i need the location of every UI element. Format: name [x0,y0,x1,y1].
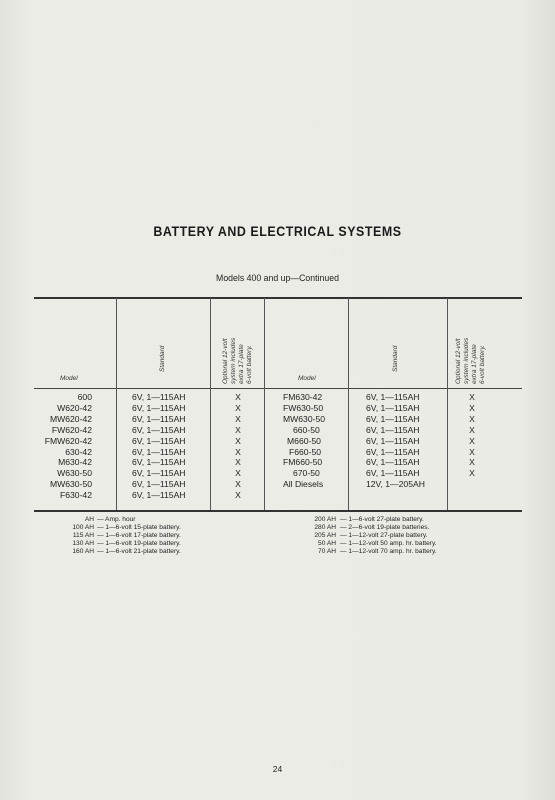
table-cell-optional: X [235,392,241,402]
table-cell-optional: X [235,479,241,490]
table-cell-model: F630-42 [59,490,92,501]
table-cell-optional: X [235,402,241,413]
header-model-left: Model [60,375,78,382]
table-cell-standard: 6V, 1—115AH [132,413,186,424]
header-optional-left-2: system includes [230,337,237,384]
left-model-column [30,392,92,501]
legend-description: — 1—6-volt 17-plate battery. [97,532,181,540]
table-cell-standard: 6V, 1—115AH [132,468,186,479]
table-bottom-rule [34,510,522,512]
table-cell-optional: X [469,446,475,457]
table-cell-model: MW620-42 [49,413,92,424]
left-optional-column [226,392,250,501]
legend-code: 160 AH [72,548,94,556]
table-cell-standard: 6V, 1—115AH [132,435,186,446]
table-cell-standard: 6V, 1—115AH [132,457,186,468]
legend-code: AH [84,516,94,523]
table-cell-standard: 6V, 1—115AH [366,413,420,424]
table-cell-standard: 6V, 1—115AH [132,392,186,402]
column-divider [116,298,117,510]
legend-description: — 1—6-volt 21-plate battery. [97,548,181,556]
table-cell-standard: 6V, 1—115AH [366,468,420,479]
header-standard-right: Standard [392,345,399,372]
table-cell-standard: 6V, 1—115AH [132,446,186,457]
table-cell-model: M660-50 [287,435,321,446]
table-cell-standard: 6V, 1—115AH [366,435,420,446]
legend-right-descriptions [340,516,520,556]
header-optional-left-3: extra 17-plate [238,344,245,384]
table-cell-standard: 6V, 1—115AH [132,479,186,490]
header-optional-right-1: Optional 12-volt [455,338,462,384]
legend-description: — 1—12-volt 70 amp. hr. battery. [340,548,437,556]
legend-right-codes [300,516,336,556]
table-cell-model: MW630-50 [283,413,326,424]
legend-left-codes [52,516,94,556]
table-cell-optional: X [235,424,241,435]
table-cell-model: M630-42 [58,457,92,468]
table-cell-optional: X [469,457,475,468]
header-model-right: Model [298,375,316,382]
table-cell-optional: X [469,468,475,479]
legend-left-descriptions [97,516,247,556]
table-header-rule [34,388,522,389]
table-cell-optional: X [469,424,475,435]
table-cell-model: All Diesels [283,479,324,490]
table-cell-standard: 6V, 1—115AH [366,402,420,413]
table-cell-optional: X [235,446,241,457]
table-cell-model: FW620-42 [51,424,92,435]
legend-description: — 2—6-volt 19-plate batteries. [340,524,430,532]
header-optional-left-4: 6-volt battery. [246,345,253,384]
table-cell-model: FMW620-42 [44,435,92,446]
table-cell-optional: X [469,413,475,424]
table-subtitle: Models 400 and up—Continued [216,273,339,284]
table-cell-optional: X [469,435,475,446]
header-optional-right-4: 6-volt battery. [479,345,486,384]
table-cell-model: 670-50 [293,468,320,479]
table-cell-optional: X [235,413,241,424]
table-cell-model: FM630-42 [283,392,323,402]
column-divider [264,298,265,510]
table-cell-optional: X [469,392,475,402]
table-top-rule [34,297,522,299]
legend-code: 100 AH [72,524,94,532]
page-title: BATTERY AND ELECTRICAL SYSTEMS [153,224,402,239]
table-cell-optional: X [235,468,241,479]
table-cell-optional: X [469,402,475,413]
legend-description: — Amp. hour [97,516,136,523]
legend-description: — 1—12-volt 50 amp. hr. battery. [340,540,437,548]
legend-code: 280 AH [314,524,336,532]
table-cell-standard: 6V, 1—115AH [366,457,420,468]
table-cell-optional: X [235,435,241,446]
legend-code: 50 AH [318,540,336,548]
table-cell-standard: 12V, 1—205AH [366,479,425,490]
table-cell-model: 660-50 [293,424,320,435]
header-optional-left-1: Optional 12-volt [222,338,229,384]
legend-code: 70 AH [318,548,336,556]
right-optional-column [460,392,484,479]
column-divider [447,298,448,510]
header-standard-left: Standard [159,345,166,372]
legend-code: 130 AH [72,540,94,548]
left-standard-column [132,392,208,501]
column-divider [348,298,349,510]
column-divider [210,298,211,510]
table-cell-standard: 6V, 1—115AH [366,446,420,457]
table-cell-optional: X [235,490,241,501]
legend-description: — 1—6-volt 15-plate battery. [97,524,181,532]
legend-code: 200 AH [314,516,336,523]
table-cell-standard: 6V, 1—115AH [132,424,186,435]
table-cell-standard: 6V, 1—115AH [132,490,186,501]
table-cell-model: F660-50 [289,446,322,457]
header-optional-right-3: extra 17-plate [471,344,478,384]
right-model-column [283,392,347,490]
table-cell-standard: 6V, 1—115AH [366,392,420,402]
table-cell-model: FW630-50 [283,402,324,413]
table-cell-model: MW630-50 [49,479,92,490]
header-optional-right-2: system includes [463,337,470,384]
table-cell-model: 630-42 [65,446,92,457]
table-cell-model: W630-50 [57,468,92,479]
legend-description: — 1—12-volt 27-plate battery. [340,532,428,540]
table-cell-standard: 6V, 1—115AH [132,402,186,413]
table-cell-optional: X [235,457,241,468]
legend-code: 115 AH [72,532,94,540]
right-standard-column [366,392,446,490]
legend-description: — 1—6-volt 27-plate battery. [340,516,424,523]
legend-code: 205 AH [314,532,336,540]
table-cell-model: W620-42 [57,402,92,413]
table-cell-standard: 6V, 1—115AH [366,424,420,435]
legend-description: — 1—6-volt 19-plate battery. [97,540,181,548]
table-cell-model: 600 [77,392,92,402]
page-number: 24 [272,764,283,774]
table-cell-model: FM660-50 [283,457,323,468]
